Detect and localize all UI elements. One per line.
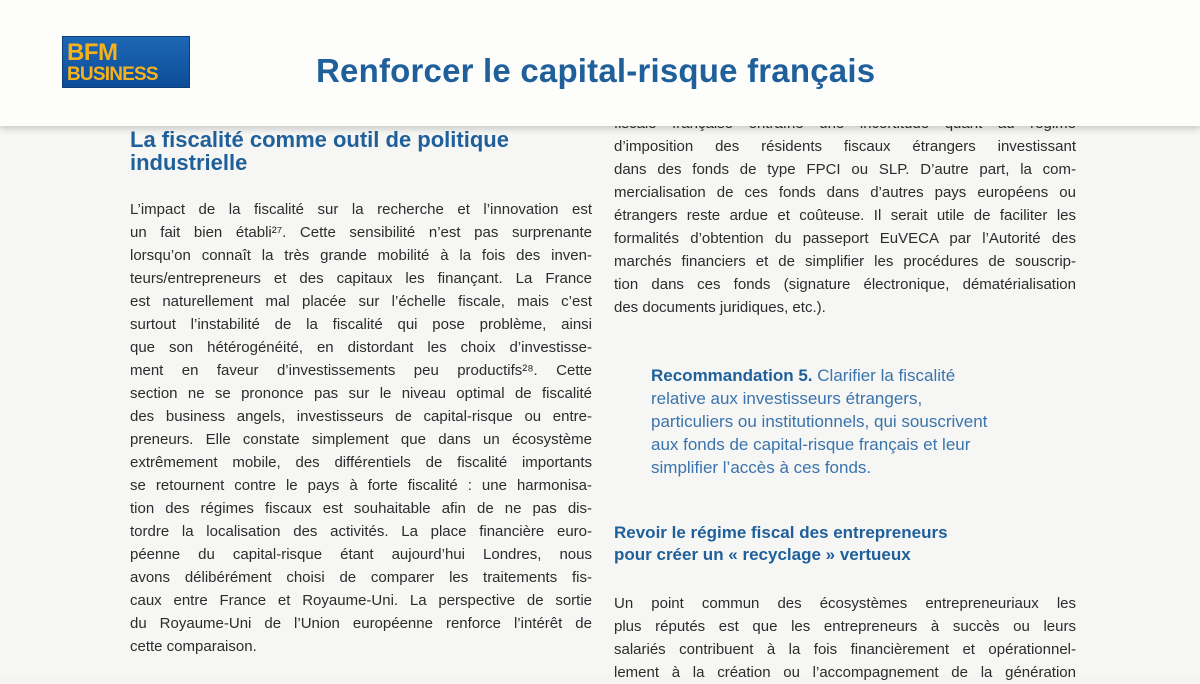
bfm-business-logo [62,36,190,88]
text-line: cette comparaison. [130,638,257,655]
text-line: des business angels, investisseurs de capital-risque ou entre- [130,408,592,425]
title-banner [0,0,1200,126]
right-paragraph [614,112,1076,319]
text-line: marchés financiers et de simplifier les procédures de souscrip- [614,253,1076,270]
section-heading [130,128,592,174]
section-heading-line: industrielle [130,150,248,175]
right-paragraph-2-text [614,592,1076,684]
text-line: tion des régimes fiscaux est souhaitable afin de ne pas dis- [130,500,592,517]
text-line: formalités d’obtention du passeport EuVECA par l’Autorité des [614,230,1076,247]
text-line: que son hétérogénéité, en distordant les choix d’investisse- [130,339,592,356]
text-line: péenne du capital-risque étant aujourd’hui Londres, nous [130,546,592,563]
recommendation-line [651,364,1071,387]
text-line: section ne se prononce pas sur le niveau optimal de fiscalité [130,385,592,402]
section-heading-line: La fiscalité comme outil de politique [130,127,509,152]
right-paragraph-2 [614,592,1076,684]
text-line: preneurs. Elle constate simplement que dans un écosystème [130,431,592,448]
recommendation-box [651,364,1071,479]
text-line: surtout l’instabilité de la fiscalité qui pose problème, ainsi [130,316,592,333]
text-line: des documents juridiques, etc.). [614,299,826,316]
text-line: lorsqu’on connaît la très grande mobilité à la fois des inven- [130,247,592,264]
text-line: Un point commun des écosystèmes entrepreneuriaux les [614,595,1076,612]
text-line: L’impact de la fiscalité sur la recherche et l’innovation est [130,201,592,218]
text-line: d’imposition des résidents fiscaux étrangers investissant [614,138,1076,155]
text-line: du Royaume-Uni de l’Union européenne renforce l’intérêt de [130,615,592,632]
text-line: se retournent contre le pays à forte fiscalité : une harmonisa- [130,477,592,494]
text-line: tordre la localisation des activités. La place financière euro- [130,523,592,540]
text-line: ment en faveur d’investissements peu productifs²⁸. Cette [130,362,592,379]
logo-text-bfm: BFM [67,39,118,66]
recommendation-text: Clarifier la fiscalité [817,366,956,385]
subsection-heading-line: pour créer un « recyclage » vertueux [614,545,911,564]
text-line: plus réputés est que les entrepreneurs à succès ou leurs [614,618,1076,635]
subsection-heading-line: Revoir le régime fiscal des entrepreneurs [614,523,948,542]
banner-title: Renforcer le capital-risque français [316,52,876,89]
recommendation-label: Recommandation 5. [651,366,813,385]
subsection-heading [614,522,1076,566]
recommendation-line: particuliers ou institutionnels, qui souscrivent [651,412,988,431]
text-line: tion dans ces fonds (signature électronique, dématérialisation [614,276,1076,293]
recommendation-line: aux fonds de capital-risque français et leur [651,435,971,454]
text-line: mercialisation de ces fonds dans d’autres pays européens ou [614,184,1076,201]
text-line: teurs/entrepreneurs et des capitaux les finançant. La France [130,270,592,287]
logo-text-business: BUSINESS [67,64,158,85]
left-column [130,128,592,658]
text-line: caux entre France et Royaume-Uni. La perspective de sortie [130,592,592,609]
recommendation-line: relative aux investisseurs étrangers, [651,389,923,408]
text-line: un fait bien établi²⁷. Cette sensibilité n’est pas surprenante [130,224,592,241]
text-line: dans des fonds de type FPCI ou SLP. D’autre part, la com- [614,161,1076,178]
text-line: avons délibérément choisi de comparer les traitements fis- [130,569,592,586]
text-line: étrangers reste ardue et coûteuse. Il serait utile de faciliter les [614,207,1076,224]
recommendation-line: simplifier l’accès à ces fonds. [651,458,872,477]
text-line: salariés contribuent à la fois financièrement et opérationnel- [614,641,1076,658]
text-line: extrêmement mobile, des différentiels de fiscalité importants [130,454,592,471]
right-column [614,112,1076,319]
text-line: lement à la création ou l’accompagnement de la génération [614,664,1076,681]
left-paragraph [130,198,592,658]
text-line: est naturellement mal placée sur l’échelle fiscale, mais c’est [130,293,592,310]
